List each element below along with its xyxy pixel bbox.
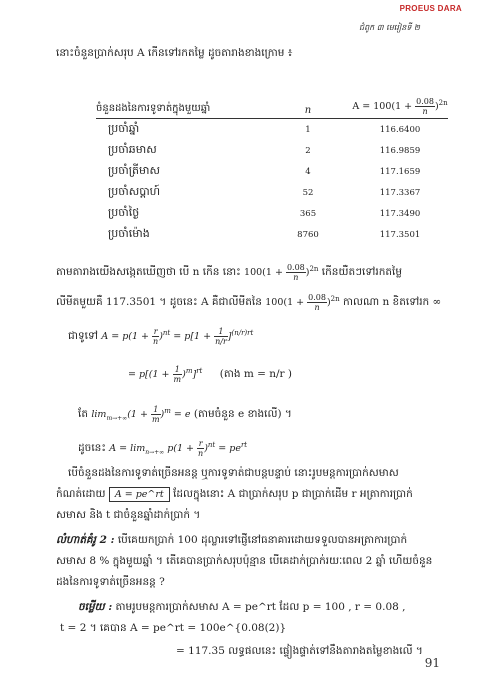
derivation-line2: = p[(1 + $\frac{1}{m}$ )$^m$]$^{rt}$ (តាង m = n/r ) xyxy=(128,365,292,385)
intro-text: នោះចំនួនប្រាក់សរុប A កើនទៅរកតម្លៃ ដូចតារាងខាងក្រោម ៖ xyxy=(56,47,293,59)
compound-interest-table xyxy=(96,86,448,245)
table-row xyxy=(96,182,448,203)
amount-value: 117.3367 xyxy=(379,187,421,198)
amount-value: 117.1659 xyxy=(379,166,421,177)
page-number: 91 xyxy=(424,656,440,670)
table-row xyxy=(96,140,448,161)
chapter-header: ជំពូក ៣ មេរៀនទី ២ xyxy=(359,23,420,32)
frequency-label: ប្រចាំសប្ដាហ៍ xyxy=(108,184,161,198)
formula-box: A = pe^rt xyxy=(109,487,170,502)
table-row xyxy=(96,161,448,182)
column-header-frequency: ចំនួនដងនៃការទូទាត់ក្នុងមួយឆ្នាំ xyxy=(96,86,264,119)
para2-line1: បើចំនួនដងនៃការទូទាត់ច្រើនអនន្ត ឬការទូទាត់ជាបន្តបន្ទាប់ នោះរូបមន្តការប្រាក់សមាស xyxy=(68,467,399,479)
n-value: 2 xyxy=(305,145,311,156)
column-header-amount: A = 100(1 + $\frac{0.08}{n}$ )$^{2n}$ xyxy=(352,86,448,119)
example-line3: ដងនៃការទូទាត់ច្រើនអនន្ត ? xyxy=(56,576,165,588)
limit-line: តែ $\lim_{m\to+\infty}(1$ + $\frac{1}{m}$ )$^m$ = e (តាមចំនួន e ខាងលើ) ។ xyxy=(78,405,292,425)
derivation-line1: ជាទូទៅ A = p(1 + $\frac{r}{n}$ )$^{nt}$ = p[1 + $\frac{1}{n/r}$ ]$^{(n/r)rt}$ xyxy=(68,327,254,347)
n-value: 365 xyxy=(299,208,317,219)
frequency-label: ប្រចាំម៉ោង xyxy=(108,226,150,240)
frequency-label: ប្រចាំត្រីមាស xyxy=(108,163,160,177)
n-value: 52 xyxy=(302,187,314,198)
amount-value: 116.6400 xyxy=(379,124,421,135)
solution-label: ចម្លើយ : xyxy=(78,601,113,613)
amount-value: 116.9859 xyxy=(379,145,421,156)
n-value: 4 xyxy=(305,166,311,177)
frequency-label: ប្រចាំឆមាស xyxy=(108,142,157,156)
example-title: លំហាត់គំរូ 2 : xyxy=(56,534,115,546)
table-row xyxy=(96,203,448,224)
table-header-row xyxy=(96,86,448,119)
column-header-n: n xyxy=(264,86,352,119)
frequency-label: ប្រចាំឆ្នាំ xyxy=(108,121,140,135)
frequency-label: ប្រចាំថ្ងៃ xyxy=(108,205,140,219)
conclusion-line: ដូចនេះ $A = \lim_{n\to+\infty} p(1$ + $\frac{r}{n}$ )$^{nt} = pe^{rt}$ xyxy=(78,439,248,459)
para1-line1: តាមតារាងយើងសង្កេតឃើញថា បើ n កើន នោះ 100(1 + $\frac{0.08}{n}$ )$^{2n}$ កើនយឺតៗទៅរកតម្លៃ xyxy=(56,263,403,283)
n-value: 1 xyxy=(305,124,311,135)
brand-mark: PROEUS DARA xyxy=(399,4,462,13)
solution-line2: t = 2 ។ គេបាន A = pe^rt = 100e^{0.08(2)} xyxy=(60,622,287,634)
para2-line2: កំណត់ដោយ A = pe^rt ដែលក្នុងនោះ A ជាប្រាក់សរុប p ជាប្រាក់ដើម r អត្រាការប្រាក់ xyxy=(56,488,413,500)
n-value: 8760 xyxy=(297,229,319,240)
table-row xyxy=(96,119,448,141)
example-line1: លំហាត់គំរូ 2 : បើគេយកប្រាក់ 100 ដុល្លារទៅផ្ញើនៅធនាគារដោយទទួលបានអត្រាការប្រាក់ xyxy=(56,534,408,546)
amount-value: 117.3490 xyxy=(379,208,421,219)
solution-line3: = 117.35 លទ្ធផលនេះ ផ្ទៀងផ្ទាត់ទៅនឹងតារាងតម្លៃខាងលើ ។ xyxy=(176,645,423,657)
table-row xyxy=(96,224,448,245)
amount-value: 117.3501 xyxy=(379,229,421,240)
example-line2: សមាស 8 % ក្នុងមួយឆ្នាំ ។ តើគេបានប្រាក់សរុបប៉ុន្មាន បើគេដាក់ប្រាក់រយៈពេល 2 ឆ្នាំ ហើយចំនួន xyxy=(56,555,433,567)
solution-line1: ចម្លើយ : តាមរូបមន្តការប្រាក់សមាស A = pe^rt ដែល p = 100 , r = 0.08 , xyxy=(78,601,406,613)
para1-line2: លីមីតមួយគឺ 117.3501 ។ ដូចនេះ A គឺជាលីមីតនៃ 100(1 + $\frac{0.08}{n}$ )$^{2n}$ កាលណា n ខិតទៅរក ∞ xyxy=(56,293,442,313)
para2-line3: សមាស និង t ជាចំនួនឆ្នាំដាក់ប្រាក់ ។ xyxy=(56,509,201,521)
